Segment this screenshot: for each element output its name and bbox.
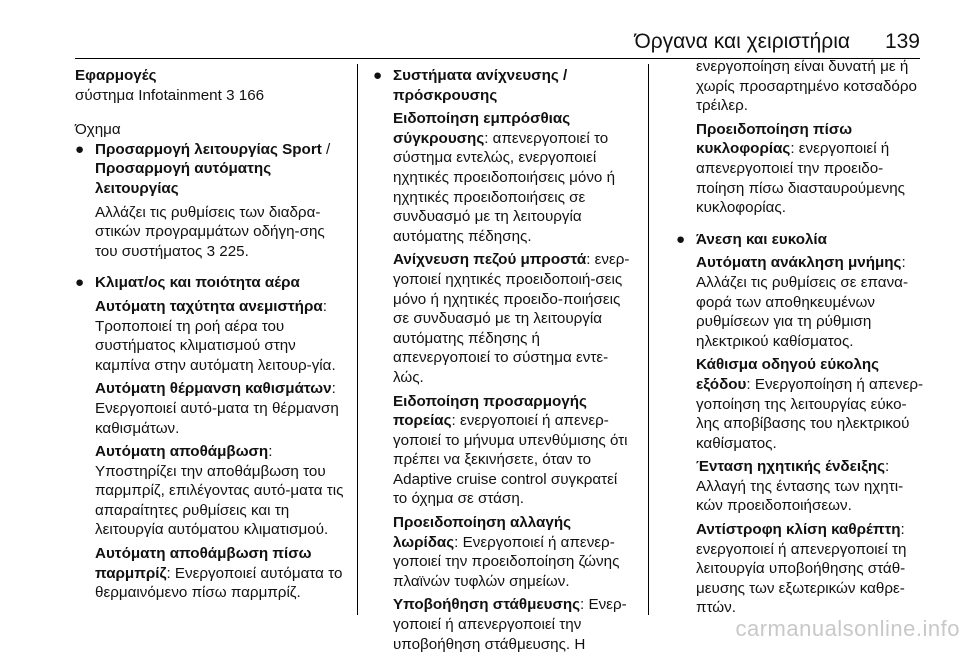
column-1 bbox=[75, 66, 347, 615]
sub-item: Ειδοποίηση εμπρόσθιας σύγκρουσης: απενεργοποιεί το σύστημα εντελώς, ενεργοποιεί ηχητικές προειδοποιήσεις μόνο ή ηχητικές προειδοποιήσεις σε συνδυασμό με τη λειτουργία αυτόματης πέδησης. bbox=[393, 110, 616, 245]
page-title: Όργανα και χειριστήρια bbox=[634, 30, 850, 53]
sub-item: Αυτόματη θέρμανση καθισμάτων: Ενεργοποιεί αυτό-ματα τη θέρμανση καθισμάτων. bbox=[95, 380, 339, 437]
sub-item: Αυτόματη ταχύτητα ανεμιστήρα: Τροποποιεί τη ροή αέρα του συστήματος κλιματισμού στην καμπίνα στην αυτόματη λειτουρ-γία. bbox=[95, 297, 336, 374]
list-item: ● Προσαρμογή λειτουργίας Sport / Προσαρμογή αυτόματης λειτουργίας Αλλάζει τις ρυθμίσεις των διαδρα-στικών προγραμμάτων οδήγη-σης του συστήματος 3 225. bbox=[75, 140, 347, 262]
sub-item: Προειδοποίηση πίσω κυκλοφορίας: ενεργοποιεί ή απενεργοποιεί την προειδο-ποίηση πίσω διασταυρούμενης κυκλοφορίας. bbox=[696, 120, 905, 217]
column-2 bbox=[373, 66, 635, 666]
list-item: ● Συστήματα ανίχνευσης / πρόσκρουσης Ειδοποίηση εμπρόσθιας σύγκρουσης: απενεργοποιεί το σύστημα εντελώς, ενεργοποιεί ηχητικές προειδοποιήσεις μόνο ή ηχητικές προειδοποιήσεις σε συνδυασμό με τη λειτουργία αυτόματης πέδησης. Ανίχνευση πεζού μπροστά: ενερ-γοποιεί ηχητικές προειδοποιή-σεις μόνο ή ηχητικές προειδο-ποιήσεις σε συνδυασμό με τη λειτουργία αυτόματης πέδησης ή απενεργοποιεί το σύστημα εντε-λώς. Ειδοποίηση προσαρμογής πορείας: ενεργοποιεί ή απενερ-γοποιεί το μήνυμα υπενθύμισης ότι πρέπει να ξεκινήσετε, όταν το Adaptive cruise control συγκρατεί το όχημα σε στάση. Προειδοποίηση αλλαγής λωρίδας: Ενεργοποιεί ή απενερ-γοποιεί την προειδοποίηση ζώνης πλαϊνών τυφλών σημείων. Υποβοήθηση στάθμευσης: Ενερ-γοποιεί ή απενεργοποιεί την υποβοήθηση στάθμευσης. Η bbox=[373, 66, 635, 654]
reference-arrow-icon: 3 bbox=[226, 86, 235, 104]
column-divider bbox=[357, 64, 358, 615]
vehicle-heading: Όχημα bbox=[75, 121, 121, 139]
page-number: 139 bbox=[884, 30, 920, 53]
apps-heading: Εφαρμογές bbox=[75, 67, 157, 84]
sub-item: Ανίχνευση πεζού μπροστά: ενερ-γοποιεί ηχητικές προειδοποιή-σεις μόνο ή ηχητικές προειδο-ποιήσεις σε συνδυασμό με τη λειτουργία αυτόματης πέδησης ή απενεργοποιεί το σύστημα εντε-λώς. bbox=[393, 251, 630, 386]
bullet-icon: ● bbox=[373, 67, 383, 84]
watermark: carmanualsonline.info bbox=[735, 616, 960, 641]
list-item: ● Άνεση και ευκολία Αυτόματη ανάκληση μνήμης: Αλλάζει τις ρυθμίσεις σε επανα-φορά των αποθηκευμένων ρυθμίσεων για τη ρύθμιση ηλεκτρικού καθίσματος. Κάθισμα οδηγού εύκολης εξόδου: Ενεργοποίηση ή απενερ-γοποίηση της λειτουργίας εύκο-λης αποβίβασης του ηλεκτρικού καθίσματος. Ένταση ηχητικής ένδειξης: Αλλαγή της έντασης των ηχητι-κών προειδοποιήσεων. Αντίστροφη κλίση καθρέπτη: ενεργοποιεί ή απενεργοποιεί τη λειτουργία υποβοήθησης στάθ-μευσης των εξωτερικών καθρε-πτών. bbox=[676, 230, 928, 618]
sub-item: Αυτόματη αποθάμβωση: Υποστηρίζει την αποθάμβωση του παρμπρίζ, επιλέγοντας αυτό-ματα τις απαραίτητες ρυθμίσεις και τη λειτουργία αυτόματου κλιματισμού. bbox=[95, 443, 344, 539]
reference-arrow-icon: 3 bbox=[206, 242, 216, 260]
sub-item: Αντίστροφη κλίση καθρέπτη: ενεργοποιεί ή απενεργοποιεί τη λειτουργία υποβοήθησης στάθ-μευσης των εξωτερικών καθρε-πτών. bbox=[696, 521, 907, 617]
apps-text: σύστημα Infotainment 3 166 bbox=[75, 86, 265, 104]
sub-item: Υποβοήθηση στάθμευσης: Ενερ-γοποιεί ή απενεργοποιεί την υποβοήθηση στάθμευσης. Η bbox=[393, 596, 627, 653]
sub-item: Ένταση ηχητικής ένδειξης: Αλλαγή της έντασης των ηχητι-κών προειδοποιήσεων. bbox=[696, 458, 904, 515]
sub-item: Αυτόματη αποθάμβωση πίσω παρμπρίζ: Ενεργοποιεί αυτόματα το θερμαινόμενο πίσω παρμπρίζ. bbox=[95, 545, 343, 602]
sub-item: Αυτόματη ανάκληση μνήμης: Αλλάζει τις ρυθμίσεις σε επανα-φορά των αποθηκευμένων ρυθμίσεων για τη ρύθμιση ηλεκτρικού καθίσματος. bbox=[696, 254, 909, 350]
bullet-icon: ● bbox=[75, 274, 85, 292]
sub-item: Ειδοποίηση προσαρμογής πορείας: ενεργοποιεί ή απενερ-γοποιεί το μήνυμα υπενθύμισης ότι πρέπει να ξεκινήσετε, όταν το Adaptive cruise control συγκρατεί το όχημα σε στάση. bbox=[393, 392, 628, 508]
item-text: Αλλάζει τις ρυθμίσεις των διαδρα-στικών προγραμμάτων οδήγη-σης του συστήματος 3 225. bbox=[95, 203, 325, 260]
column-divider bbox=[648, 64, 649, 615]
sub-item: Κάθισμα οδηγού εύκολης εξόδου: Ενεργοποίηση ή απενερ-γοποίηση της λειτουργίας εύκο-λης αποβίβασης του ηλεκτρικού καθίσματος. bbox=[696, 356, 924, 452]
bullet-icon: ● bbox=[75, 140, 85, 158]
continued-item bbox=[676, 57, 928, 218]
bullet-icon: ● bbox=[676, 230, 686, 248]
list-item: ● Κλιματ/ος και ποιότητα αέρα Αυτόματη ταχύτητα ανεμιστήρα: Τροποποιεί τη ροή αέρα του συστήματος κλιματισμού στην καμπίνα στην αυτόματη λειτουρ-γία. Αυτόματη θέρμανση καθισμάτων: Ενεργοποιεί αυτό-ματα τη θέρμανση καθισμάτων. Αυτόματη αποθάμβωση: Υποστηρίζει την αποθάμβωση του παρμπρίζ, επιλέγοντας αυτό-ματα τις απαραίτητες ρυθμίσεις και τη λειτουργία αυτόματου κλιματισμού. Αυτόματη αποθάμβωση πίσω παρμπρίζ: Ενεργοποιεί αυτόματα το θερμαινόμενο πίσω παρμπρίζ. bbox=[75, 273, 347, 603]
continued-text: ενεργοποίηση είναι δυνατή με ή χωρίς προσαρτημένο κοτσαδόρο τρέιλερ. bbox=[696, 58, 917, 115]
column-3 bbox=[676, 58, 928, 630]
sub-item: Προειδοποίηση αλλαγής λωρίδας: Ενεργοποιεί ή απενερ-γοποιεί την προειδοποίηση ζώνης πλαϊνών τυφλών σημείων. bbox=[393, 514, 620, 590]
page-header bbox=[0, 0, 960, 60]
